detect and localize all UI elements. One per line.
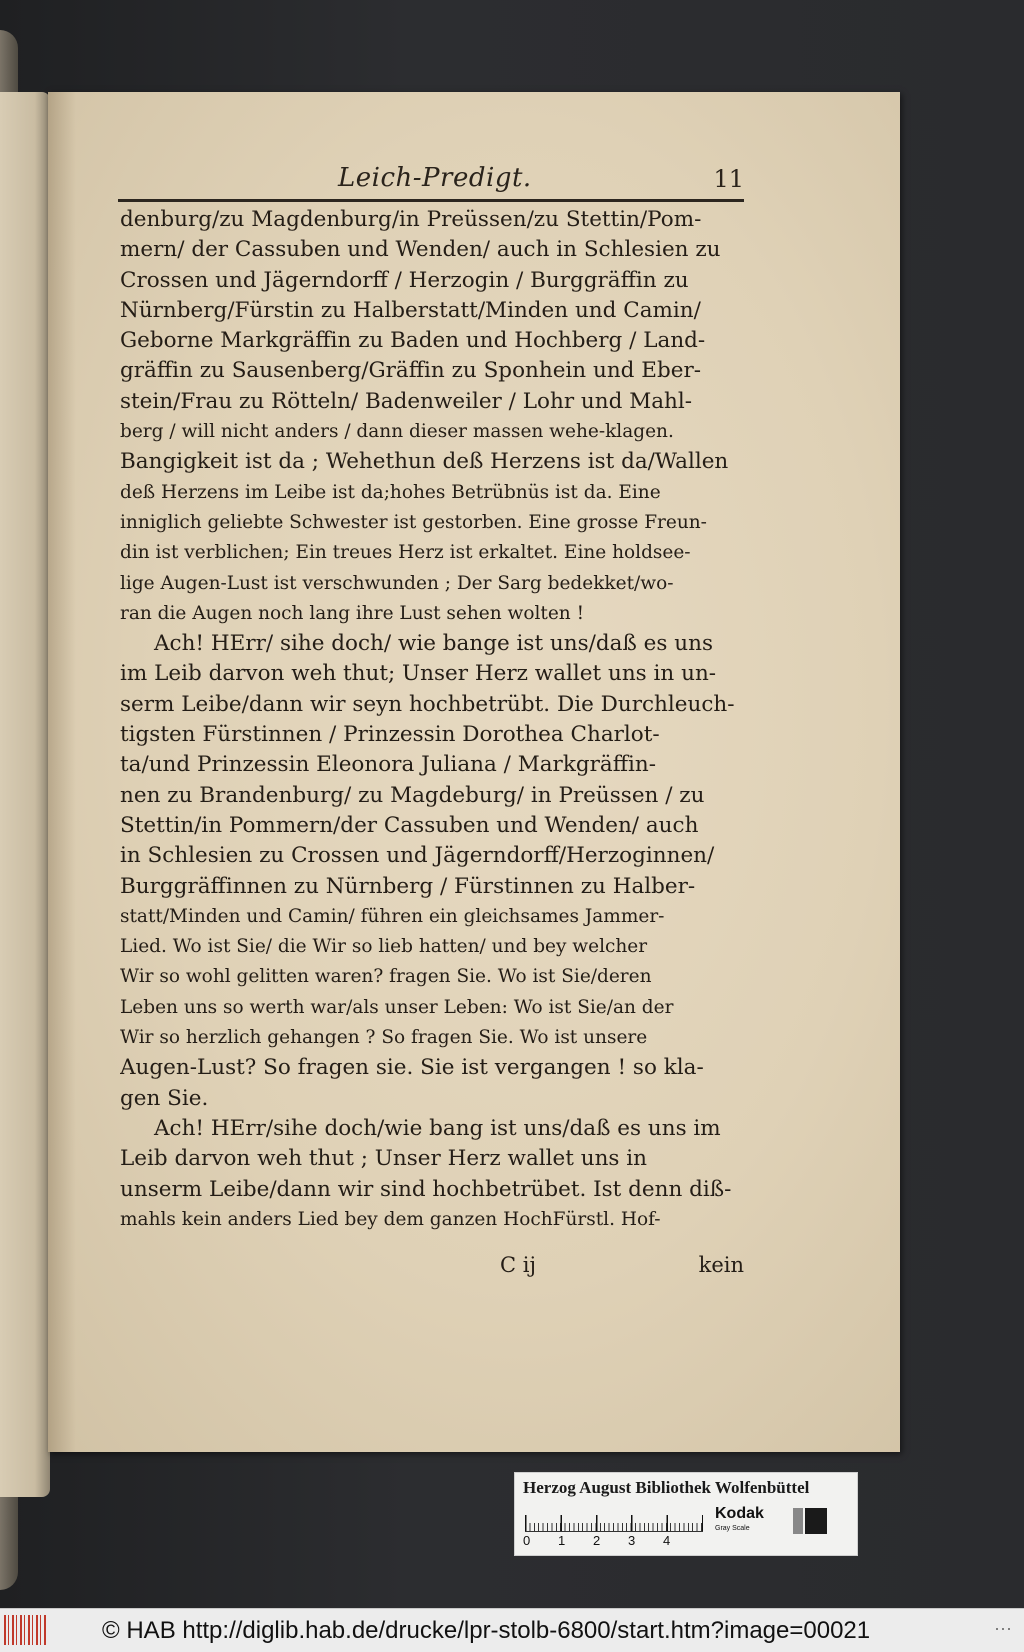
hab-logo-icon bbox=[4, 1615, 46, 1645]
text-line: Wir so herzlich gehangen ? So fragen Sie. Wo ist unsere bbox=[120, 1027, 648, 1049]
text-line: ta/und Prinzessin Eleonora Juliana / Markgräffin- bbox=[120, 752, 656, 778]
text-line: din ist verblichen; Ein treues Herz ist erkaltet. Eine holdsee- bbox=[120, 542, 691, 564]
text-line: Augen-Lust? So fragen sie. Sie ist vergangen ! so kla- bbox=[120, 1055, 704, 1081]
text-line: Geborne Markgräffin zu Baden und Hochberg / Land- bbox=[120, 328, 706, 354]
text-line: statt/Minden und Camin/ führen ein gleichsames Jammer- bbox=[120, 905, 665, 927]
kodak-logo: Kodak bbox=[715, 1505, 764, 1522]
text-line: mern/ der Cassuben und Wenden/ auch in Schlesien zu bbox=[120, 237, 721, 263]
text-line: in Schlesien zu Crossen und Jägerndorff/Herzoginnen/ bbox=[120, 843, 715, 869]
scale-ruler-major-ticks bbox=[525, 1507, 703, 1531]
body-text bbox=[120, 205, 744, 1235]
left-page bbox=[0, 92, 50, 1497]
text-line: Burggräffinnen zu Nürnberg / Fürstinnen zu Halber- bbox=[120, 873, 696, 899]
text-line: gen Sie. bbox=[120, 1085, 209, 1111]
text-line: Lied. Wo ist Sie/ die Wir so lieb hatten/ und bey welcher bbox=[120, 936, 648, 958]
text-line: tigsten Fürstinnen / Prinzessin Dorothea Charlot- bbox=[120, 722, 660, 748]
text-line: Wir so wohl gelitten waren? fragen Sie. Wo ist Sie/deren bbox=[120, 966, 652, 988]
signature-mark: C ij bbox=[500, 1253, 536, 1277]
running-head: Leich-Predigt. bbox=[338, 163, 532, 193]
text-line: Leben uns so werth war/als unser Leben: Wo ist Sie/an der bbox=[120, 996, 674, 1018]
black-patch bbox=[805, 1508, 827, 1534]
copyright-url[interactable]: © HAB http://diglib.hab.de/drucke/lpr-stolb-6800/start.htm?image=00021 bbox=[102, 1617, 871, 1644]
text-line: Bangigkeit ist da ; Wehethun deß Herzens ist da/Wallen bbox=[120, 449, 729, 475]
more-options-icon[interactable]: ⋯ bbox=[994, 1619, 1012, 1639]
catchword: kein bbox=[698, 1253, 744, 1277]
viewer-footer bbox=[0, 1608, 1024, 1652]
text-line: gräffin zu Sausenberg/Gräffin zu Sponhein und Eber- bbox=[120, 358, 702, 384]
text-line: Stettin/in Pommern/der Cassuben und Wenden/ auch bbox=[120, 812, 699, 838]
page-header bbox=[118, 163, 744, 203]
library-label bbox=[514, 1472, 858, 1556]
text-line: Ach! HErr/sihe doch/wie bang ist uns/daß es uns im bbox=[154, 1115, 721, 1141]
gray-scale-label: Gray Scale bbox=[715, 1525, 750, 1532]
page-footer-catchwords bbox=[120, 1253, 744, 1283]
page-gutter-shadow bbox=[48, 92, 76, 1452]
text-line: denburg/zu Magdenburg/in Preüssen/zu Stettin/Pom- bbox=[120, 207, 702, 232]
library-name: Herzog August Bibliothek Wolfenbüttel bbox=[523, 1478, 810, 1497]
text-line: Ach! HErr/ sihe doch/ wie bange ist uns/daß es uns bbox=[154, 631, 713, 657]
text-line: stein/Frau zu Rötteln/ Badenweiler / Lohr und Mahl- bbox=[120, 388, 693, 414]
text-line: im Leib darvon weh thut; Unser Herz wallet uns in un- bbox=[120, 661, 717, 687]
text-line: inniglich geliebte Schwester ist gestorben. Eine grosse Freun- bbox=[120, 511, 707, 533]
text-line: unserm Leibe/dann wir sind hochbetrübet. Ist denn diß- bbox=[120, 1176, 732, 1202]
page-number: 11 bbox=[713, 165, 744, 193]
text-line: lige Augen-Lust ist verschwunden ; Der Sarg bedekket/wo- bbox=[120, 572, 674, 594]
text-line: Nürnberg/Fürstin zu Halberstatt/Minden und Camin/ bbox=[120, 297, 701, 323]
text-line: Leib darvon weh thut ; Unser Herz wallet uns in bbox=[120, 1146, 648, 1172]
text-line: serm Leibe/dann wir seyn hochbetrübt. Die Durchleuch- bbox=[120, 691, 735, 717]
text-line: nen zu Brandenburg/ zu Magdeburg/ in Preüssen / zu bbox=[120, 782, 705, 808]
scale-number: 3 bbox=[628, 1533, 636, 1548]
text-line: deß Herzens im Leibe ist da;hohes Betrübnüs ist da. Eine bbox=[120, 481, 661, 503]
scale-number: 0 bbox=[523, 1533, 531, 1548]
text-line: mahls kein anders Lied bey dem ganzen HochFürstl. Hof- bbox=[120, 1208, 661, 1230]
text-line: ran die Augen noch lang ihre Lust sehen wolten ! bbox=[120, 602, 585, 624]
scale-number: 2 bbox=[593, 1533, 601, 1548]
text-line: Crossen und Jägerndorff / Herzogin / Burggräffin zu bbox=[120, 267, 689, 293]
text-line: berg / will nicht anders / dann dieser massen wehe-klagen. bbox=[120, 421, 674, 443]
header-rule bbox=[118, 199, 744, 202]
scale-number: 1 bbox=[558, 1533, 566, 1548]
gray-patch bbox=[793, 1508, 803, 1534]
scale-number: 4 bbox=[663, 1533, 671, 1548]
